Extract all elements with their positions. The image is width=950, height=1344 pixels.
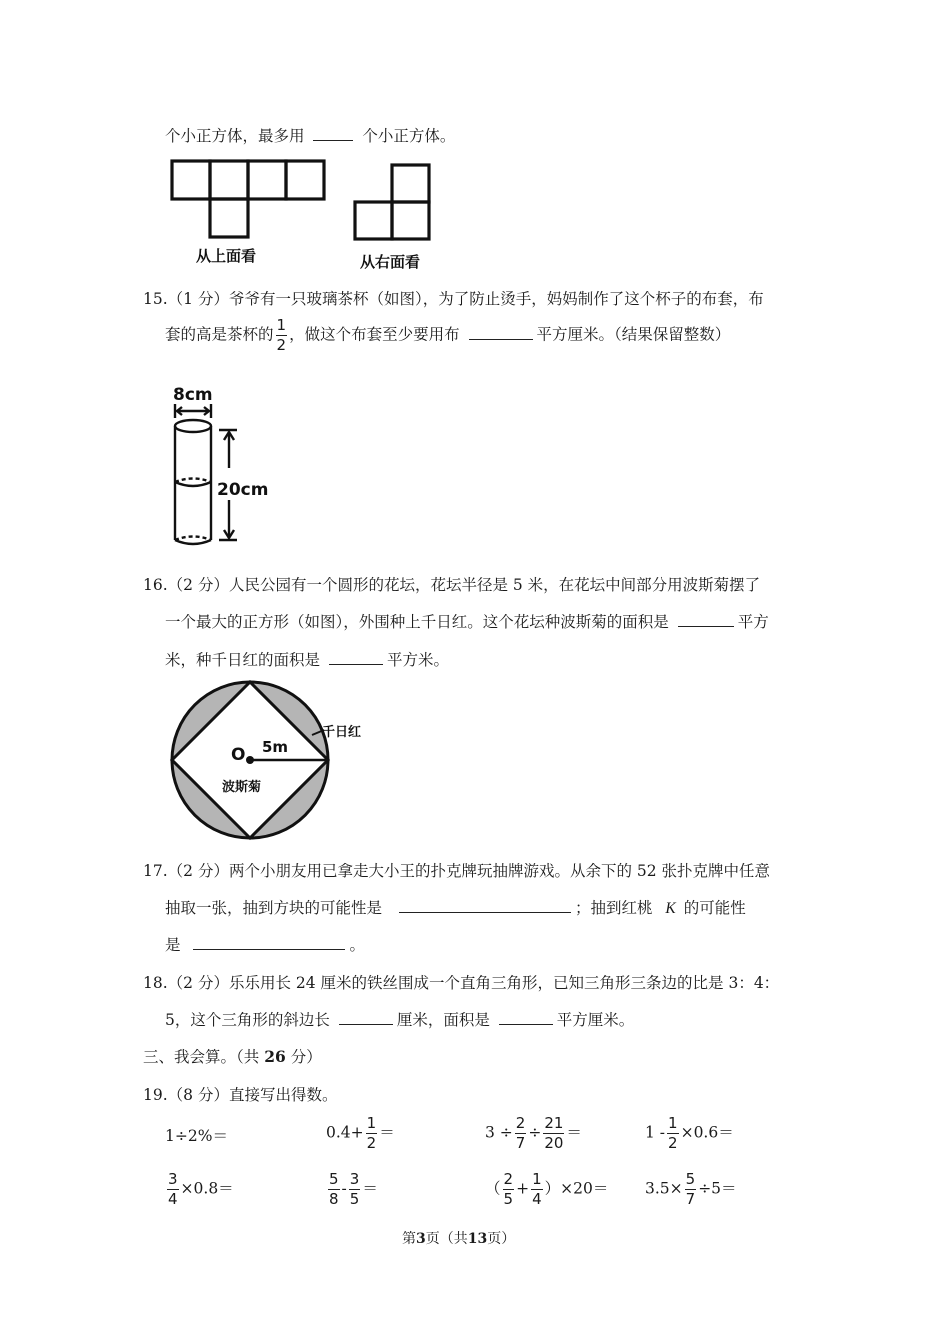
q18-text-2a: 5，这个三角形的斜边长 bbox=[165, 1011, 330, 1029]
q16-text-3b: 平方米。 bbox=[386, 651, 449, 669]
calc-2: 0.4+ $\frac{1}{2}$ ＝ bbox=[326, 1114, 395, 1152]
q18-line1 bbox=[143, 971, 779, 993]
q15-text-1: 爷爷有一只玻璃茶杯（如图），为了防止烫手，妈妈制作了这个杯子的布套，布 bbox=[228, 290, 764, 308]
q17-answer-blank-1[interactable] bbox=[399, 911, 571, 913]
q17-number: 17. bbox=[143, 862, 168, 880]
q16-score: （2 分） bbox=[167, 576, 229, 594]
q15-fraction: $\frac{1}{2}$ bbox=[276, 316, 287, 354]
calc-3: 3 ÷ $\frac{2}{7}$ ÷ $\frac{21}{20}$ ＝ bbox=[485, 1114, 582, 1152]
q19-text: 直接写出得数。 bbox=[228, 1086, 338, 1104]
outer-area-label: 千日红 bbox=[322, 725, 362, 740]
q14-text-end: 个小正方体。 bbox=[362, 127, 456, 145]
cup-height-label: 20cm bbox=[217, 480, 269, 500]
q17-line2 bbox=[165, 896, 746, 918]
right-view-square-2 bbox=[355, 202, 392, 239]
q16-line2 bbox=[165, 610, 769, 632]
q18-number: 18. bbox=[143, 974, 168, 992]
q15-answer-blank[interactable] bbox=[469, 338, 533, 340]
section-3-title: 三、我会算。（共 26 分） bbox=[143, 1047, 322, 1066]
q17-text-3b: 。 bbox=[349, 936, 365, 954]
right-view-square-3 bbox=[392, 202, 429, 239]
radius-label: 5m bbox=[262, 738, 289, 756]
cup-midline bbox=[175, 482, 211, 486]
q17-line1 bbox=[143, 859, 770, 881]
calc-6: $\frac{5}{8}$ - $\frac{3}{5}$ ＝ bbox=[329, 1170, 378, 1208]
calc-1: 1÷2%＝ bbox=[165, 1127, 228, 1145]
q17-text-3a: 是 bbox=[165, 936, 181, 954]
q16-answer-blank-2[interactable] bbox=[329, 663, 383, 665]
calc-7: （ $\frac{2}{5}$ + $\frac{1}{4}$ ）×20＝ bbox=[485, 1170, 609, 1208]
q18-answer-blank-1[interactable] bbox=[339, 1023, 393, 1025]
q18-line2 bbox=[165, 1008, 634, 1030]
q15-score: （1 分） bbox=[167, 290, 229, 308]
q16-text-2a: 一个最大的正方形（如图），外围种上千日红。这个花坛种波斯菊的面积是 bbox=[165, 613, 669, 631]
calc-4: 1 - $\frac{1}{2}$ ×0.6＝ bbox=[645, 1114, 734, 1152]
q15-line1 bbox=[143, 287, 764, 309]
calc-5: $\frac{3}{4}$ ×0.8＝ bbox=[168, 1170, 234, 1208]
q16-text-2b: 平方 bbox=[737, 613, 769, 631]
q19-score: （8 分） bbox=[167, 1086, 229, 1104]
q17-text-2c: 的可能性 bbox=[683, 899, 746, 917]
q16-line1 bbox=[143, 573, 760, 595]
q17-text-1: 两个小朋友用已拿走大小王的扑克牌玩抽牌游戏。从余下的 52 张扑克牌中任意 bbox=[228, 862, 771, 880]
q17-text-2a: 抽取一张，抽到方块的可能性是 bbox=[165, 899, 383, 917]
right-view-label: 从右面看 bbox=[360, 253, 421, 271]
calc-8: 3.5× $\frac{5}{7}$ ÷5＝ bbox=[645, 1170, 737, 1208]
q16-line3 bbox=[165, 648, 449, 670]
right-view-square-1 bbox=[392, 165, 429, 202]
top-view-square-5 bbox=[210, 199, 248, 237]
q17-k: K bbox=[665, 900, 676, 917]
top-view-square-3 bbox=[248, 161, 286, 199]
q17-text-2b: ；抽到红桃 bbox=[574, 899, 653, 917]
q17-answer-blank-2[interactable] bbox=[193, 948, 345, 950]
q14-continuation-line bbox=[165, 124, 455, 146]
q17-score: （2 分） bbox=[167, 862, 229, 880]
center-point bbox=[246, 756, 254, 764]
q18-text-1: 乐乐用长 24 厘米的铁丝围成一个直角三角形，已知三角形三条边的比是 3：4： bbox=[228, 974, 780, 992]
q14-answer-blank[interactable] bbox=[313, 139, 353, 141]
inner-area-label: 波斯菊 bbox=[222, 780, 262, 795]
top-view-square-1 bbox=[172, 161, 210, 199]
q16-text-3a: 米，种千日红的面积是 bbox=[165, 651, 321, 669]
q15-text-2a: 套的高是茶杯的 bbox=[165, 325, 274, 344]
q16-flowerbed-figure bbox=[160, 680, 380, 842]
page-footer: 第3页（共13页） bbox=[402, 1231, 516, 1247]
top-view-square-4 bbox=[286, 161, 324, 199]
q15-text-2c: 平方厘米。（结果保留整数） bbox=[536, 325, 731, 344]
q15-number: 15. bbox=[143, 290, 168, 308]
center-label: O bbox=[231, 745, 246, 765]
q15-text-2b: ，做这个布套至少要用布 bbox=[289, 325, 460, 344]
q14-text: 个小正方体，最多用 bbox=[165, 127, 305, 145]
q15-cup-figure bbox=[165, 378, 275, 550]
q17-line3 bbox=[165, 933, 365, 955]
q19-line1 bbox=[143, 1083, 337, 1105]
q18-answer-blank-2[interactable] bbox=[499, 1023, 553, 1025]
q19-number: 19. bbox=[143, 1086, 168, 1104]
q16-text-1: 人民公园有一个圆形的花坛，花坛半径是 5 米，在花坛中间部分用波斯菊摆了 bbox=[228, 576, 761, 594]
q18-text-2b: 厘米，面积是 bbox=[396, 1011, 490, 1029]
q16-answer-blank-1[interactable] bbox=[678, 625, 734, 627]
q18-score: （2 分） bbox=[167, 974, 229, 992]
q15-line2 bbox=[165, 318, 730, 353]
q14-views-figure bbox=[160, 155, 460, 273]
q16-number: 16. bbox=[143, 576, 168, 594]
top-view-label: 从上面看 bbox=[196, 247, 257, 265]
q18-text-2c: 平方厘米。 bbox=[556, 1011, 635, 1029]
cup-diameter-label: 8cm bbox=[173, 385, 213, 405]
top-view-square-2 bbox=[210, 161, 248, 199]
